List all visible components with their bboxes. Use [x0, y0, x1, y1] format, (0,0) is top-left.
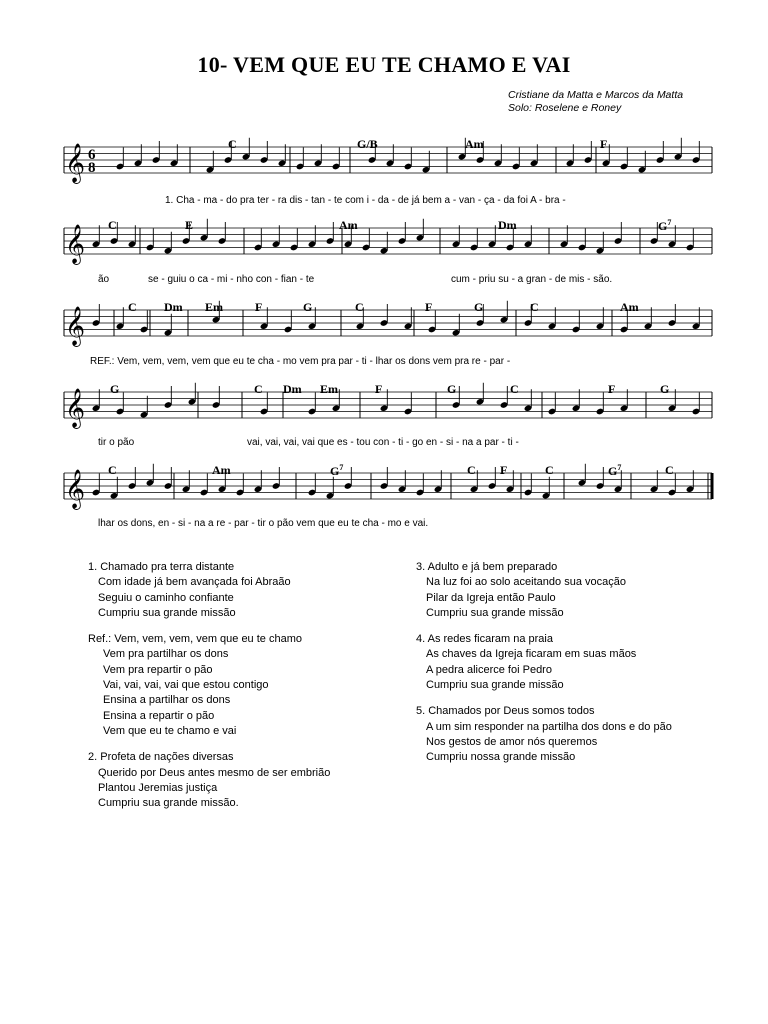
lyric-line: se - guiu o ca - mi - nho con - fian - te	[148, 274, 315, 285]
chord-symbol: C	[108, 218, 117, 232]
chord-symbol: G	[303, 300, 313, 314]
chord-symbol: F	[608, 382, 616, 396]
chord-symbol: F	[375, 382, 383, 396]
verse-line: Cumpriu sua grande missão.	[98, 797, 239, 810]
verses-right-column	[416, 560, 672, 766]
verse-heading: 3. Adulto e já bem preparado	[416, 561, 558, 573]
chord-symbol: C	[510, 382, 519, 396]
lyric-line: cum - priu su - a gran - de mis - são.	[451, 274, 613, 285]
chord-symbol: C	[355, 300, 364, 314]
chord-symbol: F	[425, 300, 433, 314]
chord-symbol: G	[447, 382, 457, 396]
verse-line: Ensina a repartir o pão	[103, 709, 215, 722]
verse-heading: Ref.: Vem, vem, vem, vem que eu te chamo	[88, 633, 302, 646]
verse-line: As chaves da Igreja ficaram em suas mãos	[426, 648, 637, 661]
verse-line: Cumpriu sua grande missão	[98, 606, 236, 619]
chord-symbol: G	[110, 382, 120, 396]
treble-clef-icon: 𝄞	[65, 388, 86, 428]
verse-line: Querido por Deus antes mesmo de ser embrião	[98, 766, 331, 779]
chord-symbol: F	[500, 463, 508, 477]
chord-symbol: Am	[620, 300, 639, 314]
lyric-line: lhar os dons, en - si - na a re - par - tir o pão vem que eu te cha - mo e vai.	[98, 518, 429, 529]
chord-symbol: G	[474, 300, 484, 314]
verse-line: Na luz foi ao solo aceitando sua vocação	[426, 576, 626, 589]
chord-symbol: Dm	[283, 382, 302, 396]
verse-heading: 2. Profeta de nações diversas	[88, 751, 234, 764]
chord-symbol: $G^7$	[658, 218, 672, 233]
soloists: Solo: Roselene e Roney	[508, 102, 622, 114]
treble-clef-icon: 𝄞	[65, 469, 86, 509]
chord-symbol: Am	[339, 218, 358, 232]
verse-line: Com idade já bem avançada foi Abraão	[98, 576, 291, 589]
verse-line: Cumpriu nossa grande missão	[426, 751, 576, 764]
verses-left-column	[88, 560, 330, 811]
verse-line: Nos gestos de amor nós queremos	[426, 735, 598, 748]
lyric-line: tir o pão	[98, 437, 135, 448]
verse-line: Pilar da Igreja então Paulo	[426, 591, 556, 604]
chord-symbol: G	[660, 382, 670, 396]
verse-line: Plantou Jeremias justiça	[98, 781, 218, 794]
verse-line: Cumpriu sua grande missão	[426, 679, 564, 692]
chord-symbol: Em	[320, 382, 338, 396]
verse-heading: 4. As redes ficaram na praia	[416, 633, 553, 646]
verse-heading: 5. Chamados por Deus somos todos	[416, 705, 595, 718]
verse-heading: 1. Chamado pra terra distante	[88, 561, 235, 573]
lyric-line: 1. Cha - ma - do pra ter - ra dis - tan - te com i - da - de já bem a - van - ça - da foi A - bra -	[165, 195, 566, 206]
chord-symbol: E	[185, 218, 194, 232]
treble-clef-icon: 𝄞	[65, 224, 86, 264]
chord-symbol: Em	[205, 300, 223, 314]
chord-symbol: F	[600, 137, 608, 151]
treble-clef-icon: 𝄞	[65, 306, 86, 346]
chord-symbol: $G^7$	[330, 463, 344, 478]
chord-symbol: C	[254, 382, 263, 396]
chord-symbol: C	[467, 463, 476, 477]
treble-clef-icon: 𝄞	[65, 143, 86, 183]
composers: Cristiane da Matta e Marcos da Matta	[508, 89, 684, 101]
chord-symbol: C	[108, 463, 117, 477]
time-signature-bottom: 8	[88, 160, 96, 176]
chord-symbol: C	[545, 463, 554, 477]
verse-line: Vai, vai, vai, vai que estou contigo	[103, 679, 269, 692]
chord-symbol: $G^7$	[608, 463, 622, 478]
chord-symbol: G/B	[357, 137, 378, 151]
chord-symbol: Dm	[164, 300, 183, 314]
verse-line: Cumpriu sua grande missão	[426, 606, 564, 619]
time-signature-top: 6	[88, 147, 96, 163]
lyric-line: REF.: Vem, vem, vem, vem que eu te cha - mo vem pra par - ti - lhar os dons vem pra re - par -	[90, 356, 511, 367]
verse-line: Vem que eu te chamo e vai	[103, 724, 237, 737]
chord-symbol: Am	[465, 137, 484, 151]
verse-line: Ensina a partilhar os dons	[103, 694, 231, 707]
verse-line: Vem pra repartir o pão	[103, 663, 213, 676]
chord-symbol: C	[128, 300, 137, 314]
chord-symbol: F	[255, 300, 263, 314]
chord-symbol: Dm	[498, 218, 517, 232]
song-title: 10- VEM QUE EU TE CHAMO E VAI	[197, 52, 571, 77]
chord-symbol: Am	[212, 463, 231, 477]
verse-line: A um sim responder na partilha dos dons e do pão	[426, 720, 672, 733]
lyric-line: ão	[98, 274, 110, 285]
chord-symbol: C	[228, 137, 237, 151]
verse-line: Vem pra partilhar os dons	[103, 648, 229, 661]
verse-line: A pedra alicerce foi Pedro	[426, 663, 552, 676]
verse-line: Seguiu o caminho confiante	[98, 591, 234, 604]
chord-symbol: C	[665, 463, 674, 477]
chord-symbol: C	[530, 300, 539, 314]
lyric-line: vai, vai, vai, vai que es - tou con - ti - go en - si - na a par - ti -	[247, 437, 519, 448]
